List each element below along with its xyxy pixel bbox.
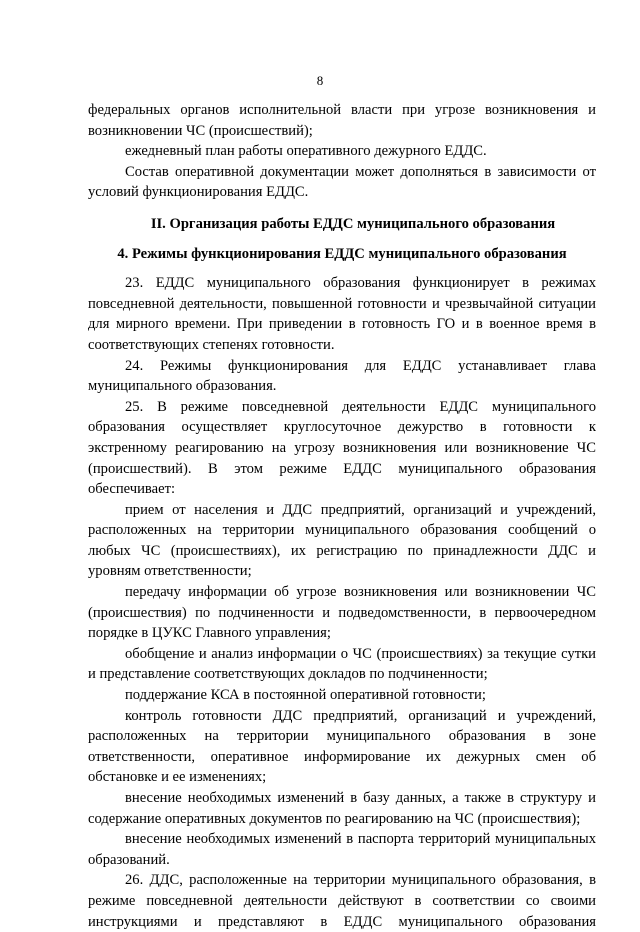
paragraph: прием от населения и ДДС предприятий, организаций и учреждений, расположенных на территории муниципального образования сообщений о любых ЧС (происшествиях), их регистрацию по принадлежности ДДС и уровням ответственности; — [88, 501, 596, 580]
paragraph: внесение необходимых изменений в паспорта территорий муниципальных образований. — [88, 831, 596, 868]
paragraph: 25. В режиме повседневной деятельности ЕДДС муниципального образования осуществляет круглосуточное дежурство в готовности к экстренному реагированию на угрозу возникновения или возникновение ЧС (происшествий). В этом режиме ЕДДС муниципального образования обеспечивает: — [88, 398, 596, 498]
paragraph: поддержание КСА в постоянной оперативной готовности; — [125, 687, 486, 704]
subsection-heading: 4. Режимы функционирования ЕДДС муниципального образования — [117, 245, 567, 262]
paragraph: контроль готовности ДДС предприятий, организаций и учреждений, расположенных на территории муниципального образования в зоне ответственности, оперативное информирование их дежурных смен об обстановке и ее изменениях; — [88, 707, 596, 786]
paragraph: 26. ДДС, расположенные на территории муниципального образования, в режиме повседневной деятельности действуют в соответствии со своими инструкциями и представляют в ЕДДС муниципального образования — [88, 872, 596, 930]
paragraph: федеральных органов исполнительной власти при угрозе возникновения и возникновении ЧС (происшествий); — [88, 102, 596, 139]
paragraph: внесение необходимых изменений в базу данных, а также в структуру и содержание оперативных документов по реагированию на ЧС (происшествия); — [88, 790, 596, 827]
paragraph: ежедневный план работы оперативного дежурного ЕДДС. — [125, 143, 487, 160]
page-number: 8 — [316, 73, 324, 88]
paragraph: 23. ЕДДС муниципального образования функционирует в режимах повседневной деятельности, повышенной готовности и чрезвычайной ситуации для мирного времени. При приведении в готовность ГО и в военное время в соответствующих степенях готовности. — [88, 275, 596, 353]
section-heading: II. Организация работы ЕДДС муниципального образования — [150, 215, 556, 232]
paragraph: 24. Режимы функционирования для ЕДДС устанавливает глава муниципального образования. — [88, 357, 596, 395]
document-body — [88, 100, 596, 932]
paragraph: Состав оперативной документации может дополняться в зависимости от условий функционирования ЕДДС. — [88, 163, 596, 201]
paragraph: обобщение и анализ информации о ЧС (происшествиях) за текущие сутки и представление соответствующих докладов по подчиненности; — [88, 645, 596, 683]
paragraph: передачу информации об угрозе возникновения или возникновении ЧС (происшествия) по подчиненности и подведомственности, в первоочередном порядке в ЦУКС Главного управления; — [88, 584, 596, 642]
